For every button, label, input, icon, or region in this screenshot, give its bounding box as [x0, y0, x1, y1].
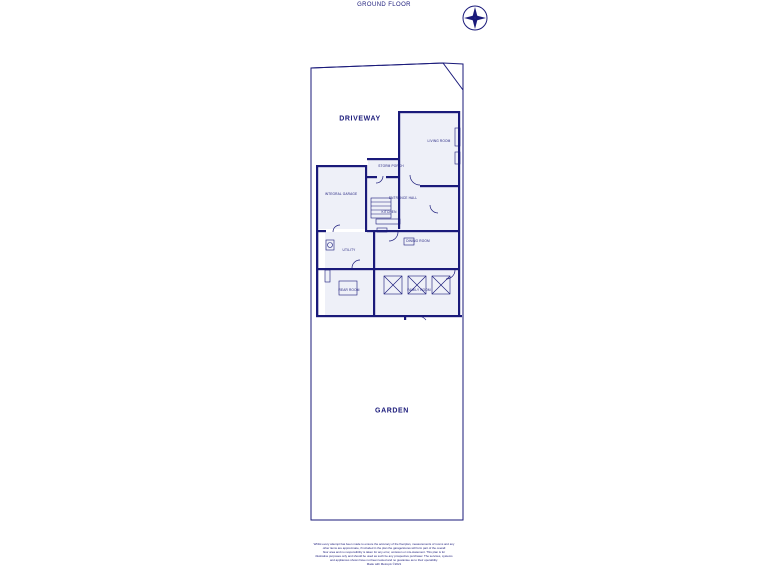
disclaimer-line: illustrative purposes only and should be used as such be any prospective purchaser. The services, systems: [315, 553, 453, 558]
room-label-integral-garage: INTEGRAL GARAGE: [324, 192, 358, 196]
room-label-dining-room: DINING ROOM: [406, 239, 430, 243]
area-label-garden: GARDEN: [375, 407, 409, 415]
room-label-rear-room: REAR ROOM: [338, 288, 360, 292]
disclaimer-line: other items are approximate, if included in the plan the garage/stores will form part of the overall: [322, 545, 446, 550]
room-label-utility: UTILITY: [342, 248, 356, 252]
page-title: GROUND FLOOR: [357, 2, 411, 8]
room-label-living-room: LIVING ROOM: [427, 139, 451, 143]
area-label-driveway: DRIVEWAY: [339, 115, 381, 123]
room-label-family-room: FAMILY ROOM: [407, 288, 431, 292]
room-label-storm-porch: STORM PORCH: [378, 164, 404, 168]
room-label-kitchen: KITCHEN: [381, 210, 397, 214]
disclaimer-line: Whilst every attempt has been made to ensure the accuracy of the floorplan, measurements of rooms and any: [313, 542, 455, 546]
disclaimer-line: and appliances shown have not been tested and no guarantee as to their operability.: [330, 557, 438, 562]
room-label-entrance-hall: ENTRANCE HALL: [388, 196, 418, 200]
disclaimer-line: floor area and no responsibility is taken for any error, omission or mis-statement. This plan is for: [322, 549, 446, 554]
disclaimer: [0, 543, 768, 567]
disclaimer-credit: Made with Metropix ©2021: [366, 561, 402, 566]
